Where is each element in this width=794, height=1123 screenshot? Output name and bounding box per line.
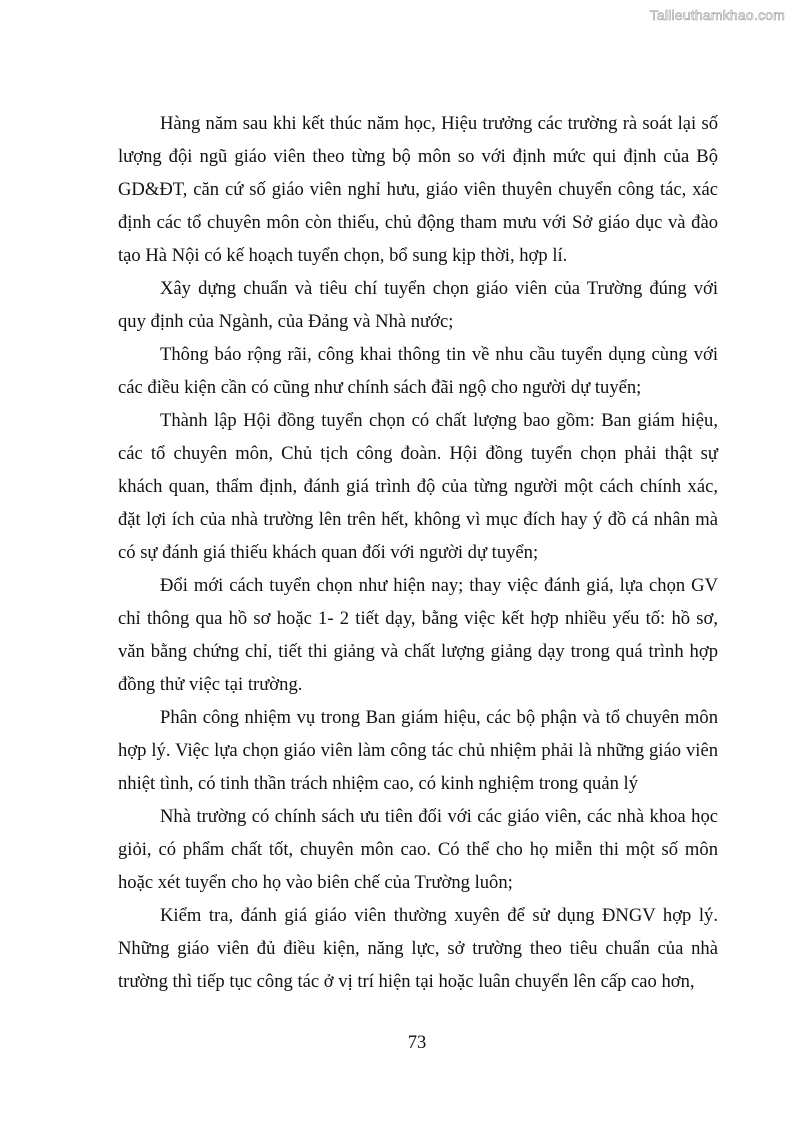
document-body <box>118 107 718 998</box>
watermark: Tailieuthamkhao.com <box>649 7 785 23</box>
paragraph: Kiểm tra, đánh giá giáo viên thường xuyên để sử dụng ĐNGV hợp lý. Những giáo viên đủ điều kiện, năng lực, sở trường theo tiêu chuẩn của nhà trường thì tiếp tục công tác ở vị trí hiện tại hoặc luân chuyển lên cấp cao hơn, <box>118 905 718 992</box>
paragraph: Xây dựng chuẩn và tiêu chí tuyển chọn giáo viên của Trường đúng với quy định của Ngành, của Đảng và Nhà nước; <box>118 278 718 332</box>
paragraph: Thông báo rộng rãi, công khai thông tin về nhu cầu tuyển dụng cùng với các điều kiện cần có cũng như chính sách đãi ngộ cho người dự tuyển; <box>118 344 718 398</box>
paragraph: Đổi mới cách tuyển chọn như hiện nay; thay việc đánh giá, lựa chọn GV chỉ thông qua hồ sơ hoặc 1- 2 tiết dạy, bằng việc kết hợp nhiều yếu tố: hồ sơ, văn bằng chứng chỉ, tiết thi giảng và chất lượng giảng dạy trong quá trình hợp đồng thử việc tại trường. <box>118 575 718 695</box>
paragraph: Thành lập Hội đồng tuyển chọn có chất lượng bao gồm: Ban giám hiệu, các tổ chuyên môn, Chủ tịch công đoàn. Hội đồng tuyển chọn phải thật sự khách quan, thẩm định, đánh giá trình độ của từng người một cách chính xác, đặt lợi ích của nhà trường lên trên hết, không vì mục đích hay ý đồ cá nhân mà có sự đánh giá thiếu khách quan đối với người dự tuyển; <box>118 410 718 563</box>
paragraph: Hàng năm sau khi kết thúc năm học, Hiệu trưởng các trường rà soát lại số lượng đội ngũ giáo viên theo từng bộ môn so với định mức qui định của Bộ GD&ĐT, căn cứ số giáo viên nghỉ hưu, giáo viên thuyên chuyển công tác, xác định các tổ chuyên môn còn thiếu, chủ động tham mưu với Sở giáo dục và đào tạo Hà Nội có kế hoạch tuyển chọn, bổ sung kịp thời, hợp lí. <box>118 113 718 266</box>
paragraph: Nhà trường có chính sách ưu tiên đối với các giáo viên, các nhà khoa học giỏi, có phẩm chất tốt, chuyên môn cao. Có thể cho họ miễn thi một số môn hoặc xét tuyển cho họ vào biên chế của Trường luôn; <box>118 806 718 893</box>
paragraph: Phân công nhiệm vụ trong Ban giám hiệu, các bộ phận và tổ chuyên môn hợp lý. Việc lựa chọn giáo viên làm công tác chủ nhiệm phải là những giáo viên nhiệt tình, có tinh thần trách nhiệm cao, có kinh nghiệm trong quản lý <box>118 707 718 794</box>
page-number: 73 <box>407 1032 427 1053</box>
